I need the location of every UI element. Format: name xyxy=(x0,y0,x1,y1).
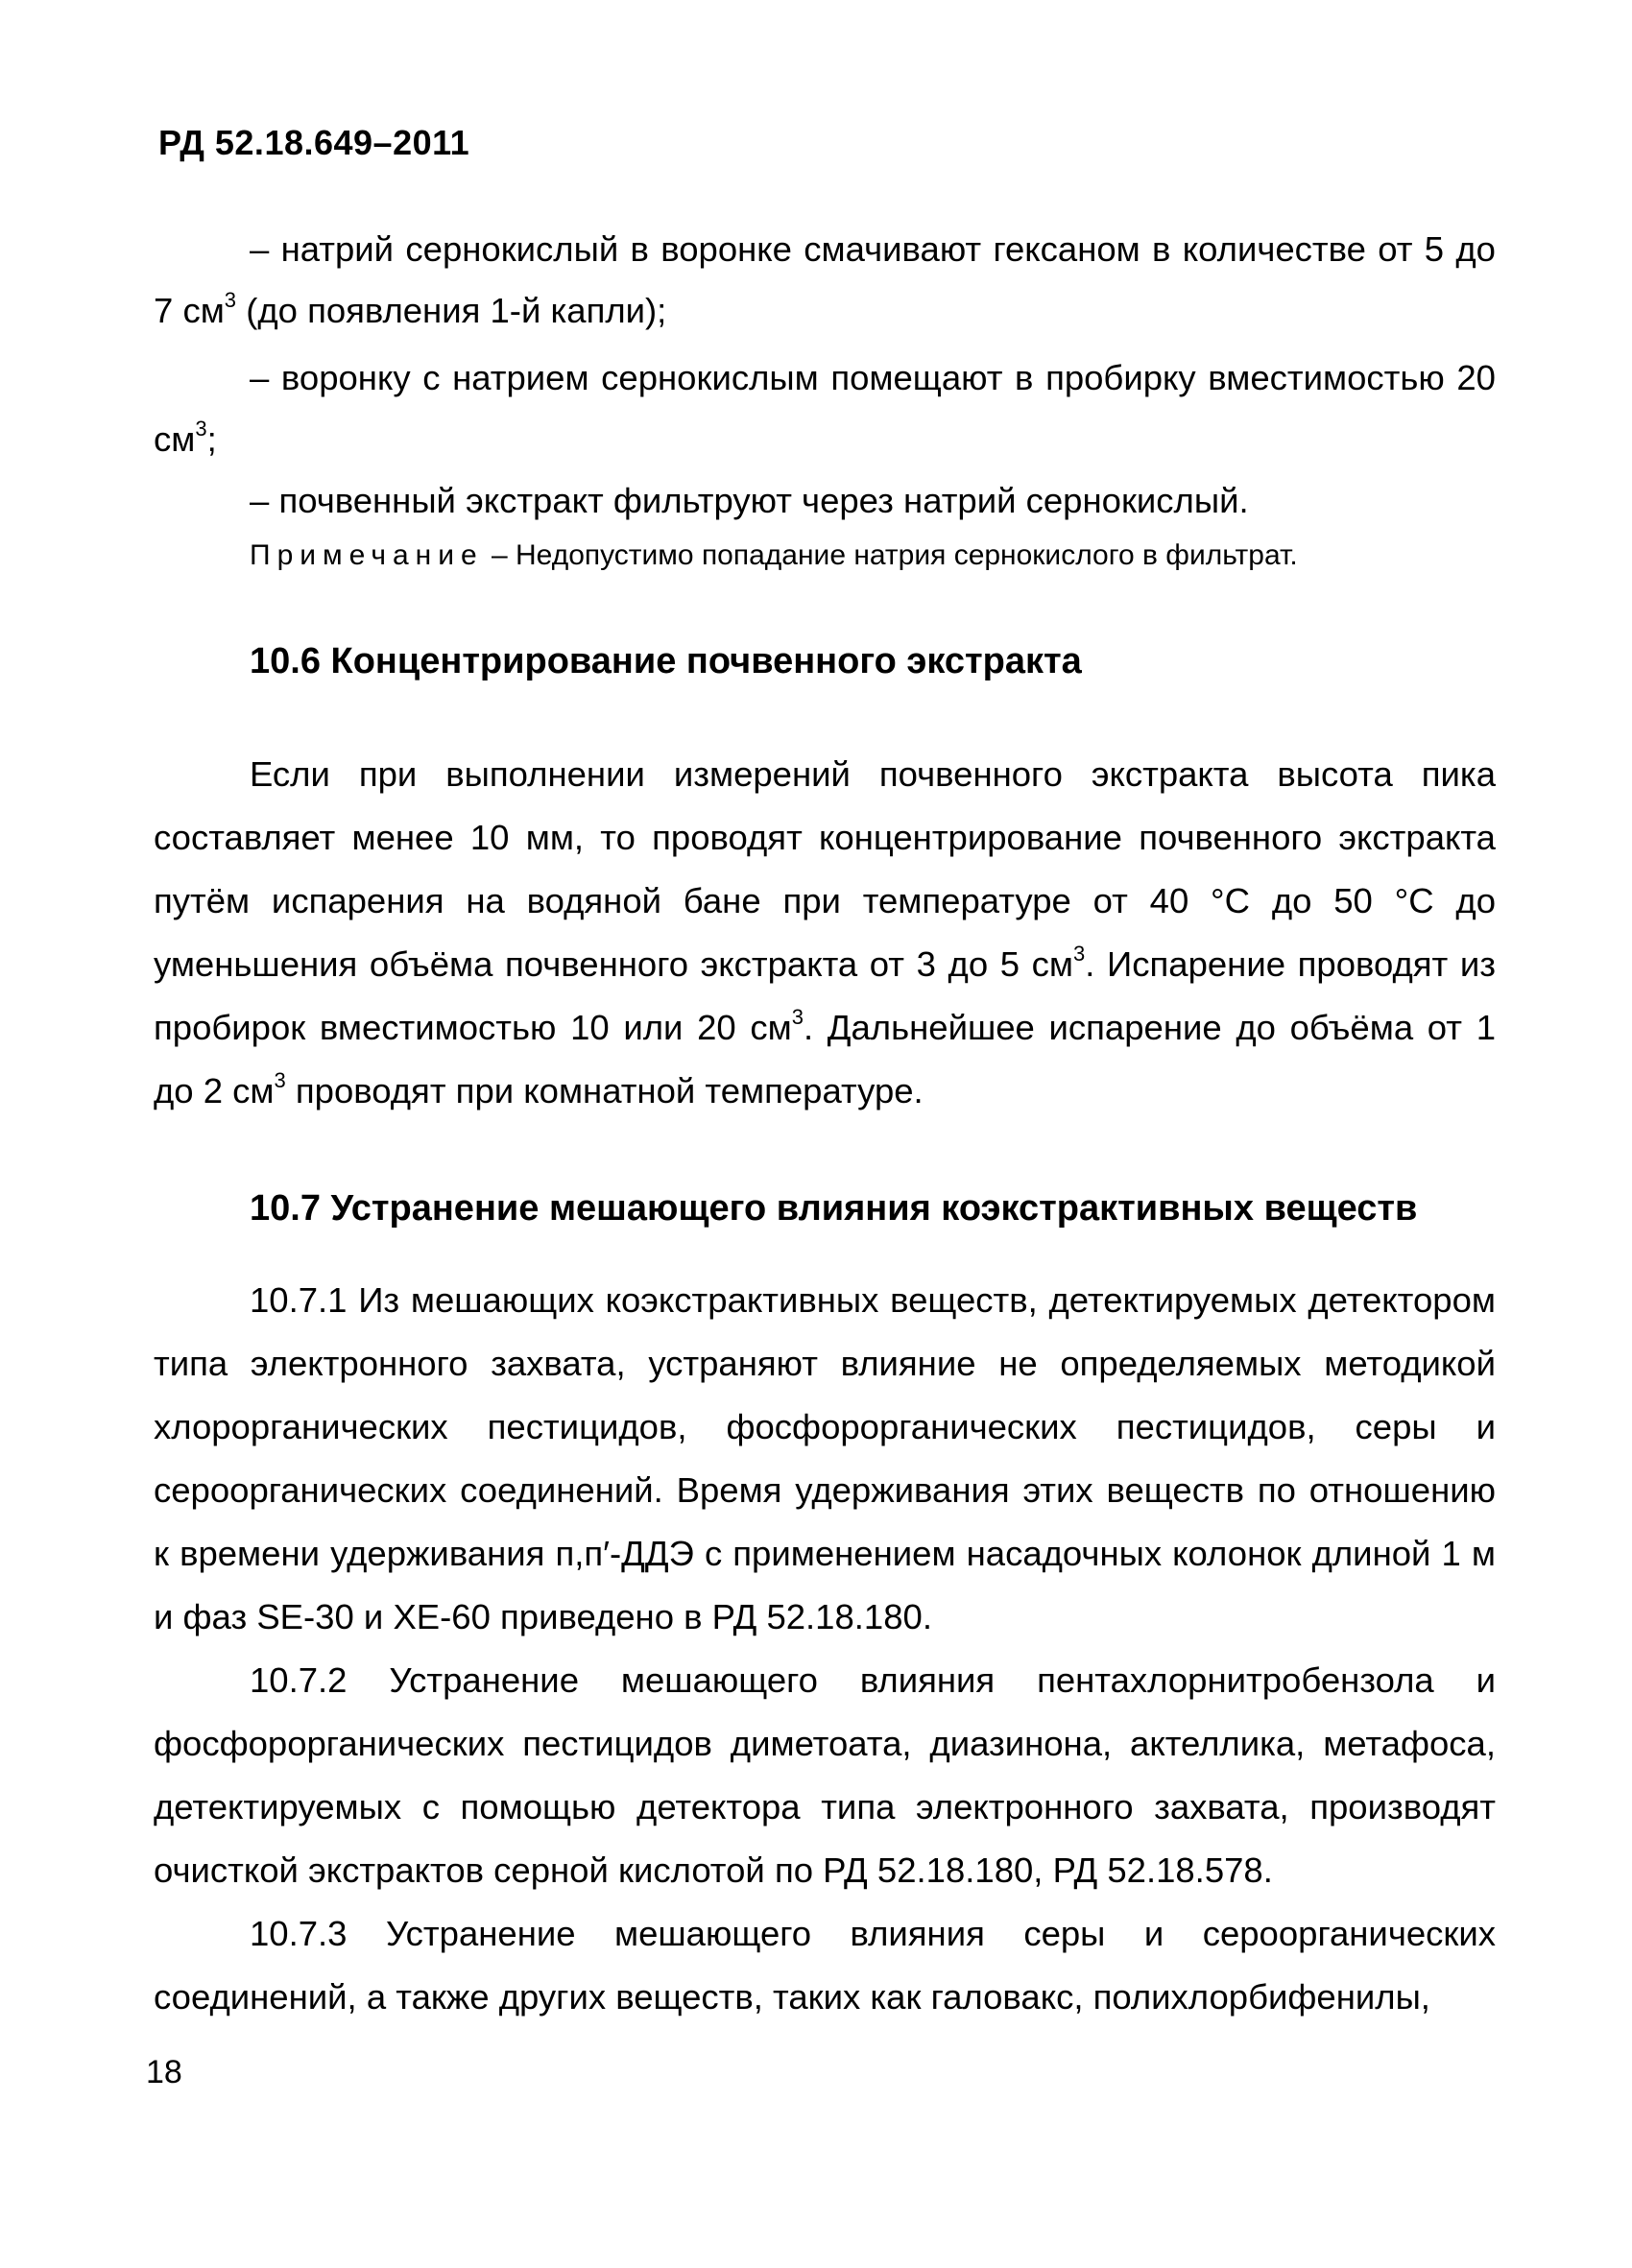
list-item xyxy=(154,219,1496,342)
list-item-text: (до появления 1-й капли); xyxy=(236,291,667,330)
list-item-text: – воронку с натрием сернокислым помещают в пробирку вместимостью 20 см xyxy=(154,358,1496,459)
superscript: 3 xyxy=(791,1005,804,1029)
superscript: 3 xyxy=(1073,942,1086,966)
note xyxy=(250,532,1496,580)
paragraph-text: . Дальнейшее испарение до объёма от 1 до 2 см xyxy=(154,1008,1496,1110)
superscript: 3 xyxy=(195,417,207,441)
paragraph-text: проводят при комнатной температуре. xyxy=(285,1071,924,1110)
section-10-6-paragraph xyxy=(154,743,1496,1123)
superscript: 3 xyxy=(274,1068,286,1092)
paragraph-text: Если при выполнении измерений почвенного экстракта высота пика составляет менее 10 мм, то проводят концентрирование почвенного экстракта путём испарения на водяной бане при температуре от 40 °С до 50 °С до уменьшения объёма почвенного экстракта от 3 до 5 см xyxy=(154,754,1496,984)
list-item xyxy=(154,470,1496,532)
list-item-text: – натрий сернокислый в воронке смачивают гексаном в количестве от 5 до 7 см xyxy=(154,229,1496,330)
section-heading-10-6: 10.6 Концентрирование почвенного экстракта xyxy=(250,641,1082,681)
paragraph-10-7-2: 10.7.2 Устранение мешающего влияния пентахлорнитробензола и фосфорорганических пестицидов диметоата, диазинона, актеллика, метафоса, детектируемых с помощью детектора типа электронного захвата, производят очисткой экстрактов серной кислотой по РД 52.18.180, РД 52.18.578. xyxy=(154,1660,1496,1890)
page-content xyxy=(154,219,1496,2029)
list-item-text: ; xyxy=(206,419,217,459)
superscript: 3 xyxy=(224,288,237,312)
note-label: Примечание xyxy=(250,539,484,571)
list-item-text: – почвенный экстракт фильтруют через натрий сернокислый. xyxy=(250,481,1249,520)
list-item xyxy=(154,347,1496,470)
paragraph-10-7-1: 10.7.1 Из мешающих коэкстрактивных веществ, детектируемых детектором типа электронного захвата, устраняют влияние не определяемых методикой хлорорганических пестицидов, фосфорорганических пестицидов, серы и сероорганических соединений. Время удерживания этих веществ по отношению к времени удерживания п,п′-ДДЭ с применением насадочных колонок длиной 1 м и фаз SE-30 и XE-60 приведено в РД 52.18.180. xyxy=(154,1280,1496,1636)
paragraph-10-7-3: 10.7.3 Устранение мешающего влияния серы и сероорганических соединений, а также других веществ, таких как галовакс, полихлорбифенилы, xyxy=(154,1914,1496,2017)
note-text: – Недопустимо попадание натрия сернокислого в фильтрат. xyxy=(483,539,1298,571)
section-heading-10-7: 10.7 Устранение мешающего влияния коэкстрактивных веществ xyxy=(250,1188,1418,1229)
document-id-header: РД 52.18.649–2011 xyxy=(158,123,470,162)
paragraph-text: . Испарение проводят из пробирок вместимостью 10 или 20 см xyxy=(154,944,1496,1047)
page-number: 18 xyxy=(146,2054,182,2090)
